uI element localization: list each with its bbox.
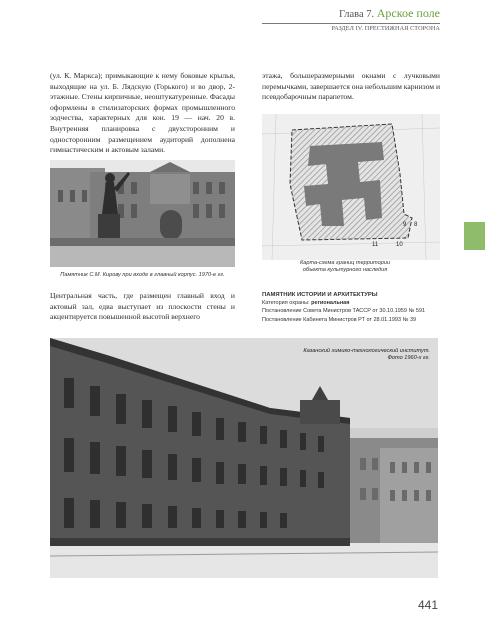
monument-info-block — [262, 291, 440, 324]
map-label-10: 10 — [396, 242, 403, 248]
category-label: Категория охраны: — [262, 300, 310, 307]
institute-building-image — [50, 338, 438, 578]
institute-caption-line2: Фото 1960-х гг. — [387, 355, 430, 362]
body-text-left-top: (ул. К. Маркса); примыкающие к нему боковые крылья, выходящие на ул. Б. Лядскую (Горького) и во двор, 2-этажные. Стены кирпичные, неоштукатуренные. Фасады оформлены в стилизаторских формах промышленного зодчества, характерных для кон. 19 — нач. 20 в. Внутренняя планировка с двухсторонним и односторонним размещением аудиторий дополнена гимнастическим и актовым залами. — [50, 71, 235, 155]
map-label-9: 9 — [403, 222, 407, 228]
map-caption-line2: объекта культурного наследия — [302, 267, 388, 274]
chapter-label: Глава 7. — [338, 9, 375, 20]
chapter-tab-marker — [464, 222, 485, 250]
photo-caption-institute — [290, 348, 430, 363]
map-caption — [285, 260, 405, 275]
institute-caption-line1: Казанский химико-технологический институт. — [303, 348, 430, 354]
map-caption-line1: Карта-схема границ территории — [299, 260, 391, 266]
part-subtitle: РАЗДЕЛ IV. ПРЕСТИЖНАЯ СТОРОНА — [331, 25, 440, 32]
running-header — [300, 6, 440, 21]
body-text-right-top: этажа, большеразмерными окнами с лучковыми перемычками, завершается она небольшим карнизом и псевдобарочным парапетом. — [262, 71, 441, 102]
decree-2: Постановление Кабинета Министров РТ от 28.01.1993 № 39 — [262, 316, 417, 323]
body-text-left-bottom: Центральная часть, где размещен главный вход и актовый зал, едва выступает из плоскости стены и акцентируется повышенной высотой верхнего — [50, 291, 235, 322]
decree-1: Постановление Совета Министров ТАССР от 30.10.1959 № 591 — [262, 308, 426, 315]
kirov-monument-photo — [50, 160, 235, 267]
monument-category — [262, 299, 440, 307]
monument-title: ПАМЯТНИК ИСТОРИИ И АРХИТЕКТУРЫ — [262, 292, 378, 298]
territory-map-image — [262, 114, 440, 260]
kirov-monument-image — [50, 160, 235, 267]
category-value: региональная — [311, 300, 350, 307]
page-number: 441 — [418, 598, 439, 612]
section-title: Арское поле — [376, 6, 440, 20]
photo-caption-kirov: Памятник С.М. Кирову при входе в главный корпус. 1970-е гг. — [60, 272, 225, 278]
map-label-11: 11 — [372, 242, 379, 248]
institute-photo — [50, 338, 438, 578]
territory-map — [262, 114, 440, 260]
map-label-8: 8 — [414, 222, 418, 228]
header-rule — [262, 23, 440, 24]
